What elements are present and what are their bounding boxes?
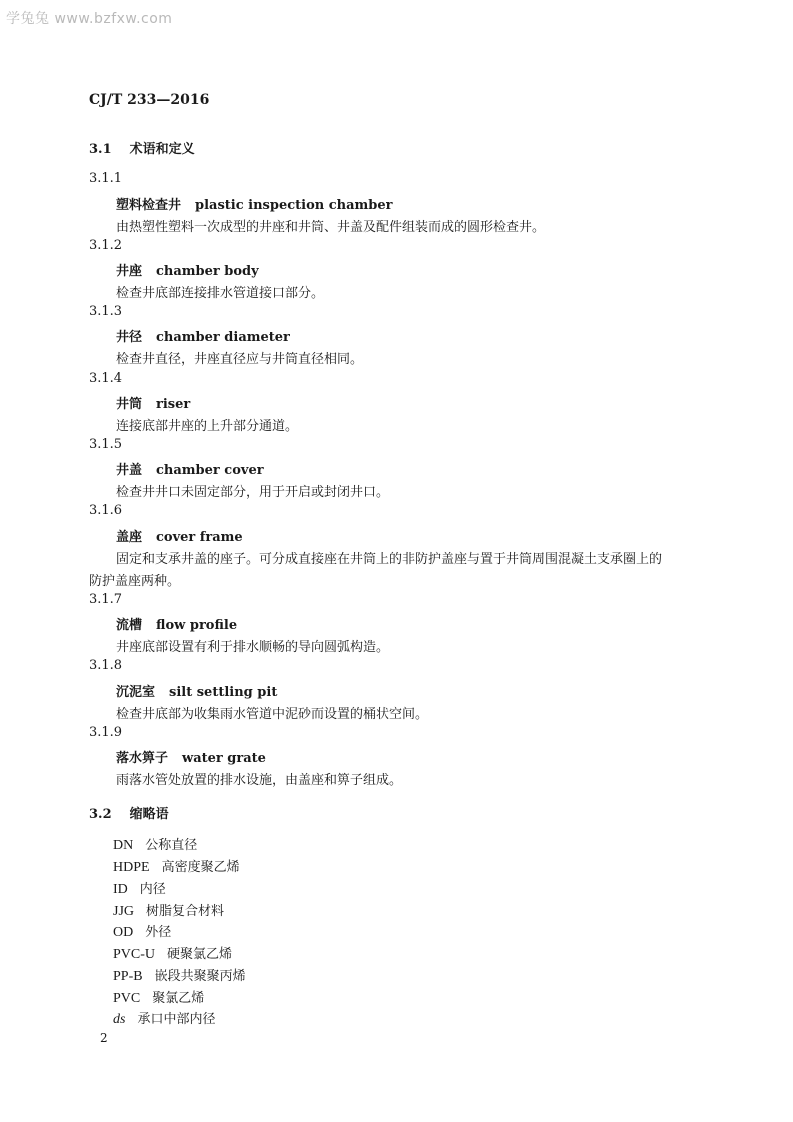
standard-number: CJ/T 233—2016 xyxy=(89,92,210,108)
abbreviation-item xyxy=(113,1008,215,1028)
abbreviation-code: PP-B xyxy=(113,969,143,984)
abbreviation-code: ID xyxy=(113,882,128,897)
section-heading-abbreviations xyxy=(89,803,169,822)
abbreviation-meaning: 硬聚氯乙烯 xyxy=(167,947,233,962)
term-number: 3.1.3 xyxy=(89,304,123,319)
abbreviation-code: PVC-U xyxy=(113,947,156,962)
term-title xyxy=(116,526,243,545)
abbreviation-code: ds xyxy=(113,1012,126,1027)
term-definition: 井座底部设置有利于排水顺畅的导向圆弧构造。 xyxy=(116,640,390,655)
abbreviation-code: OD xyxy=(113,925,134,940)
abbreviation-meaning: 内径 xyxy=(139,882,166,897)
term-definition: 检查井直径，井座直径应与井筒直径相同。 xyxy=(116,352,364,367)
term-zh: 流槽 xyxy=(116,618,143,633)
term-zh: 盖座 xyxy=(116,530,143,545)
term-number: 3.1.8 xyxy=(89,658,123,673)
abbreviation-meaning: 嵌段共聚聚丙烯 xyxy=(154,969,246,984)
term-zh: 井径 xyxy=(116,330,143,345)
abbreviation-code: PVC xyxy=(113,991,141,1006)
term-number: 3.1.1 xyxy=(89,171,123,186)
section-number: 3.1 xyxy=(89,142,112,157)
section-heading-terms xyxy=(89,138,195,157)
term-definition: 连接底部井座的上升部分通道。 xyxy=(116,419,299,434)
page-number: 2 xyxy=(100,1031,108,1045)
term-definition: 固定和支承井盖的座子。可分成直接座在井筒上的非防护盖座与置于井筒周围混凝土支承圈上的 xyxy=(116,552,663,567)
abbreviation-code: JJG xyxy=(113,904,135,919)
term-title xyxy=(116,393,190,412)
abbreviation-meaning: 外径 xyxy=(145,925,172,940)
term-zh: 井盖 xyxy=(116,463,143,478)
abbreviation-meaning: 聚氯乙烯 xyxy=(152,991,205,1006)
term-title xyxy=(116,260,259,279)
abbreviation-item xyxy=(113,965,246,985)
term-number: 3.1.6 xyxy=(89,503,123,518)
abbreviation-item xyxy=(113,943,232,963)
term-zh: 塑料检查井 xyxy=(116,198,182,213)
term-zh: 井座 xyxy=(116,264,143,279)
term-en: chamber body xyxy=(156,264,259,279)
term-en: chamber cover xyxy=(156,463,264,478)
term-zh: 落水箅子 xyxy=(116,751,169,766)
term-title xyxy=(116,326,290,345)
abbreviation-item xyxy=(113,856,240,876)
term-number: 3.1.7 xyxy=(89,592,123,607)
abbreviation-item xyxy=(113,878,166,898)
term-number: 3.1.4 xyxy=(89,371,123,386)
term-number: 3.1.2 xyxy=(89,238,123,253)
term-title xyxy=(116,681,277,700)
term-en: cover frame xyxy=(156,530,243,545)
term-number: 3.1.9 xyxy=(89,725,123,740)
term-title xyxy=(116,194,393,213)
abbreviation-meaning: 公称直径 xyxy=(145,838,198,853)
term-zh: 井筒 xyxy=(116,397,143,412)
term-title xyxy=(116,459,264,478)
abbreviation-item xyxy=(113,987,204,1007)
abbreviation-code: HDPE xyxy=(113,860,150,875)
abbreviation-item xyxy=(113,834,197,854)
abbreviation-meaning: 树脂复合材料 xyxy=(146,904,225,919)
abbreviation-meaning: 承口中部内径 xyxy=(137,1012,216,1027)
section-title: 缩略语 xyxy=(129,807,169,822)
term-en: flow profile xyxy=(156,618,238,633)
term-definition: 由热塑性塑料一次成型的井座和井筒、井盖及配件组装而成的圆形检查井。 xyxy=(116,220,546,235)
term-en: chamber diameter xyxy=(156,330,290,345)
term-zh: 沉泥室 xyxy=(116,685,156,700)
term-title xyxy=(116,747,266,766)
term-definition: 检查井底部连接排水管道接口部分。 xyxy=(116,286,325,301)
abbreviation-item xyxy=(113,900,224,920)
term-en: plastic inspection chamber xyxy=(195,198,393,213)
section-title: 术语和定义 xyxy=(129,142,195,157)
abbreviation-code: DN xyxy=(113,838,134,853)
term-definition: 检查井井口未固定部分，用于开启或封闭井口。 xyxy=(116,485,390,500)
term-en: water grate xyxy=(182,751,266,766)
term-title xyxy=(116,614,237,633)
abbreviation-meaning: 高密度聚乙烯 xyxy=(161,860,240,875)
term-en: silt settling pit xyxy=(169,685,278,700)
section-number: 3.2 xyxy=(89,807,112,822)
term-definition: 雨落水管处放置的排水设施，由盖座和箅子组成。 xyxy=(116,773,403,788)
term-definition: 检查井底部为收集雨水管道中泥砂而设置的桶状空间。 xyxy=(116,707,429,722)
abbreviation-item xyxy=(113,921,171,941)
term-number: 3.1.5 xyxy=(89,437,123,452)
watermark-text: 学兔兔 www.bzfxw.com xyxy=(6,11,173,27)
term-en: riser xyxy=(156,397,191,412)
term-definition-continued: 防护盖座两种。 xyxy=(89,574,181,589)
